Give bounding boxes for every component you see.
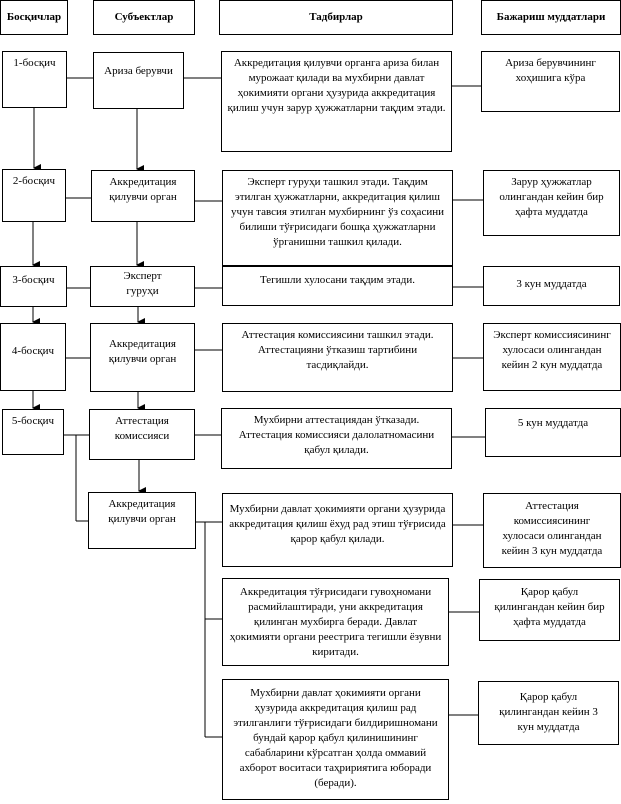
header-steps: Босқичлар	[0, 0, 68, 35]
action-box: Мухбирни давлат ҳокимияти органи ҳузурида аккредитация қилиш рад этилганлиги тўғрисидаги билдиришномани бундай қарор қабул қилинишининг сабабларини кўрсатган ҳолда оммавий ахборот воситаси таҳририятига юборади (беради).	[222, 679, 449, 800]
deadline-box: Қарор қабул қилингандан кейин 3 кун муддатда	[478, 681, 619, 745]
deadline-box: Ариза берувчининг хоҳишига кўра	[481, 51, 620, 112]
header-deadlines: Бажариш муддатлари	[481, 0, 621, 35]
subject-box: Аккредитация қилувчи орган	[91, 170, 195, 222]
subject-box: Эксперт гуруҳи	[90, 266, 195, 307]
deadline-box: 5 кун муддатда	[485, 408, 621, 457]
header-subjects: Субъектлар	[93, 0, 195, 35]
step-box: 3-босқич	[0, 266, 67, 307]
step-box: 2-босқич	[2, 169, 66, 222]
subject-box: Ариза берувчи	[93, 52, 184, 109]
step-box: 1-босқич	[2, 51, 67, 108]
header-actions: Тадбирлар	[219, 0, 453, 35]
deadline-box: Зарур ҳужжатлар олингандан кейин бир ҳафта муддатда	[483, 170, 620, 236]
step-box: 4-босқич	[0, 323, 66, 391]
action-box: Аттестация комиссиясини ташкил этади. Аттестацияни ўтказиш тартибини тасдиқлайди.	[222, 323, 453, 392]
action-box: Тегишли хулосани тақдим этади.	[222, 266, 453, 306]
subject-box: Аккредитация қилувчи орган	[88, 492, 196, 549]
deadline-box: Қарор қабул қилингандан кейин бир ҳафта муддатда	[479, 579, 620, 641]
deadline-box: 3 кун муддатда	[483, 266, 620, 306]
step-box: 5-босқич	[2, 409, 64, 455]
action-box: Аккредитация тўғрисидаги гувоҳномани расмийлаштиради, уни аккредитация қилинган мухбирга беради. Давлат ҳокимияти органи реестрига тегишли ёзувни киритади.	[222, 578, 449, 666]
action-box: Аккредитация қилувчи органга ариза билан мурожаат қилади ва мухбирни давлат ҳокимияти органи ҳузурида аккредитация қилиш учун зарур ҳужжатларни тақдим этади.	[221, 51, 452, 152]
action-box: Эксперт гуруҳи ташкил этади. Тақдим этилган ҳужжатларни, аккредитация қилиш учун тавсия этилган мухбирнинг ўз соҳасини билиши тўғрисидаги бошқа ҳужжатларни ўрганишни ташкил қилади.	[222, 170, 453, 266]
action-box: Мухбирни аттестациядан ўтказади. Аттестация комиссияси далолатномасини қабул қилади.	[221, 408, 452, 469]
deadline-box: Эксперт комиссиясининг хулосаси олингандан кейин 2 кун муддатда	[483, 323, 621, 391]
deadline-box: Аттестация комиссиясининг хулосаси олингандан кейин 3 кун муддатда	[483, 493, 621, 568]
subject-box: Аккредитация қилувчи орган	[90, 323, 195, 392]
action-box: Мухбирни давлат ҳокимияти органи ҳузурида аккредитация қилиш ёхуд рад этиш тўғрисида қарор қабул қилади.	[222, 493, 453, 567]
subject-box: Аттестация комиссияси	[89, 409, 195, 460]
